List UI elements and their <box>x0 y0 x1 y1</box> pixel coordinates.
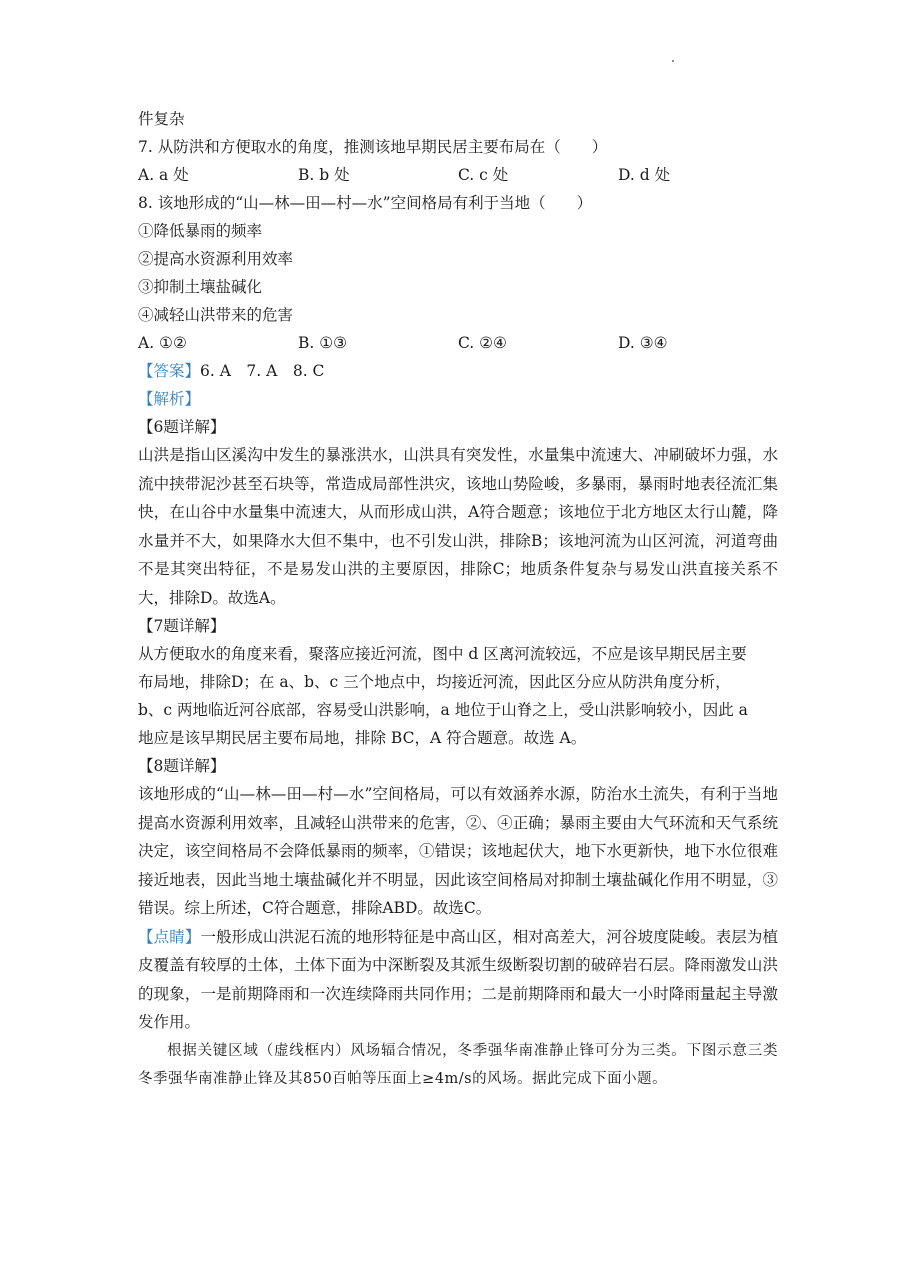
header-fragment: 件复杂 <box>138 110 185 128</box>
q8-item-4: ④减轻山洪带来的危害 <box>138 306 294 324</box>
d7-line-1: 从方便取水的角度来看，聚落应接近河流，图中 d 区离河流较远，不应是该早期民居主要 <box>138 645 747 663</box>
q8-option-b: B. ①③ <box>298 334 348 352</box>
d7-line-4: 地应是该早期民居主要布局地，排除 BC，A 符合题意。故选 A。 <box>138 729 587 747</box>
d7-line-2: 布局地，排除D；在 a、b、c 三个地点中，均接近河流，因此区分应从防洪角度分析， <box>138 673 731 691</box>
answer-tag: 【答案】 <box>138 362 201 380</box>
answer-text: 6. A 7. A 8. C <box>200 362 325 380</box>
tip-text: 一般形成山洪泥石流的地形特征是中高山区，相对高差大，河谷坡度陡峻。表层为植皮覆盖有较厚的土体，土体下面为中深断裂及其派生级断裂切割的破碎岩石层。降雨激发山洪的现象，一是前期降雨和一次连续降雨共同作用；二是前期降雨和最大一小时降雨量起主导激发作用。 <box>138 927 778 1031</box>
tip-paragraph <box>138 923 778 1037</box>
d8-title: 【8题详解】 <box>138 757 226 775</box>
q7-stem: 7. 从防洪和方便取水的角度，推测该地早期民居主要布局在（ ） <box>138 138 608 156</box>
q7-options <box>138 161 778 189</box>
q8-item-3: ③抑制土壤盐碱化 <box>138 278 263 296</box>
d6-title: 【6题详解】 <box>138 418 226 436</box>
d7-title: 【7题详解】 <box>138 617 226 635</box>
tip-tag: 【点睛】 <box>138 927 201 946</box>
q8-item-2: ②提高水资源利用效率 <box>138 250 294 268</box>
q8-item-1: ①降低暴雨的频率 <box>138 222 263 240</box>
d8-text: 该地形成的“山—林—田—村—水”空间格局，可以有效涵养水源，防治水土流失，有利于当地提高水资源利用效率，且减轻山洪带来的危害，②、④正确；暴雨主要由大气环流和天气系统决定，该空间格局不会降低暴雨的频率，①错误；该地起伏大，地下水更新快，地下水位很难接近地表，因此当地土壤盐碱化并不明显，因此该空间格局对抑制土壤盐碱化作用不明显，③错误。综上所述，C符合题意，排除ABD。故选C。 <box>138 785 778 917</box>
d6-text: 山洪是指山区溪沟中发生的暴涨洪水，山洪具有突发性，水量集中流速大、冲刷破坏力强，水流中挟带泥沙甚至石块等，常造成局部性洪灾，该地山势险峻，多暴雨，暴雨时地表径流汇集快，在山谷中水量集中流速大，从而形成山洪，A符合题意；该地位于北方地区太行山麓，降水量并不大，如果降水大但不集中，也不引发山洪，排除B；该地河流为山区河流，河道弯曲不是其突出特征，不是易发山洪的主要原因，排除C；地质条件复杂与易发山洪直接关系不大，排除D。故选A。 <box>138 446 778 607</box>
page-dot-mark <box>672 60 674 62</box>
d7-line-3: b、c 两地临近河谷底部，容易受山洪影响，a 地位于山脊之上，受山洪影响较小，因此 a <box>138 701 748 719</box>
q7-option-a: A. a 处 <box>138 166 189 184</box>
analysis-tag: 【解析】 <box>138 390 201 408</box>
q8-options <box>138 329 778 357</box>
q7-option-d: D. d 处 <box>618 166 671 184</box>
next-intro: 根据关键区域（虚线框内）风场辐合情况，冬季强华南准静止锋可分为三类。下图示意三类冬季强华南准静止锋及其850百帕等压面上≥4m/s的风场。据此完成下面小题。 <box>138 1042 778 1087</box>
q7-option-b: B. b 处 <box>298 166 350 184</box>
q8-option-d: D. ③④ <box>618 334 668 352</box>
document-content <box>138 105 778 1094</box>
q8-option-a: A. ①② <box>138 334 187 352</box>
q7-option-c: C. c 处 <box>458 166 509 184</box>
answer-line <box>138 357 778 385</box>
q8-option-c: C. ②④ <box>458 334 507 352</box>
q8-stem: 8. 该地形成的“山—林—田—村—水”空间格局有利于当地（ ） <box>138 194 593 212</box>
